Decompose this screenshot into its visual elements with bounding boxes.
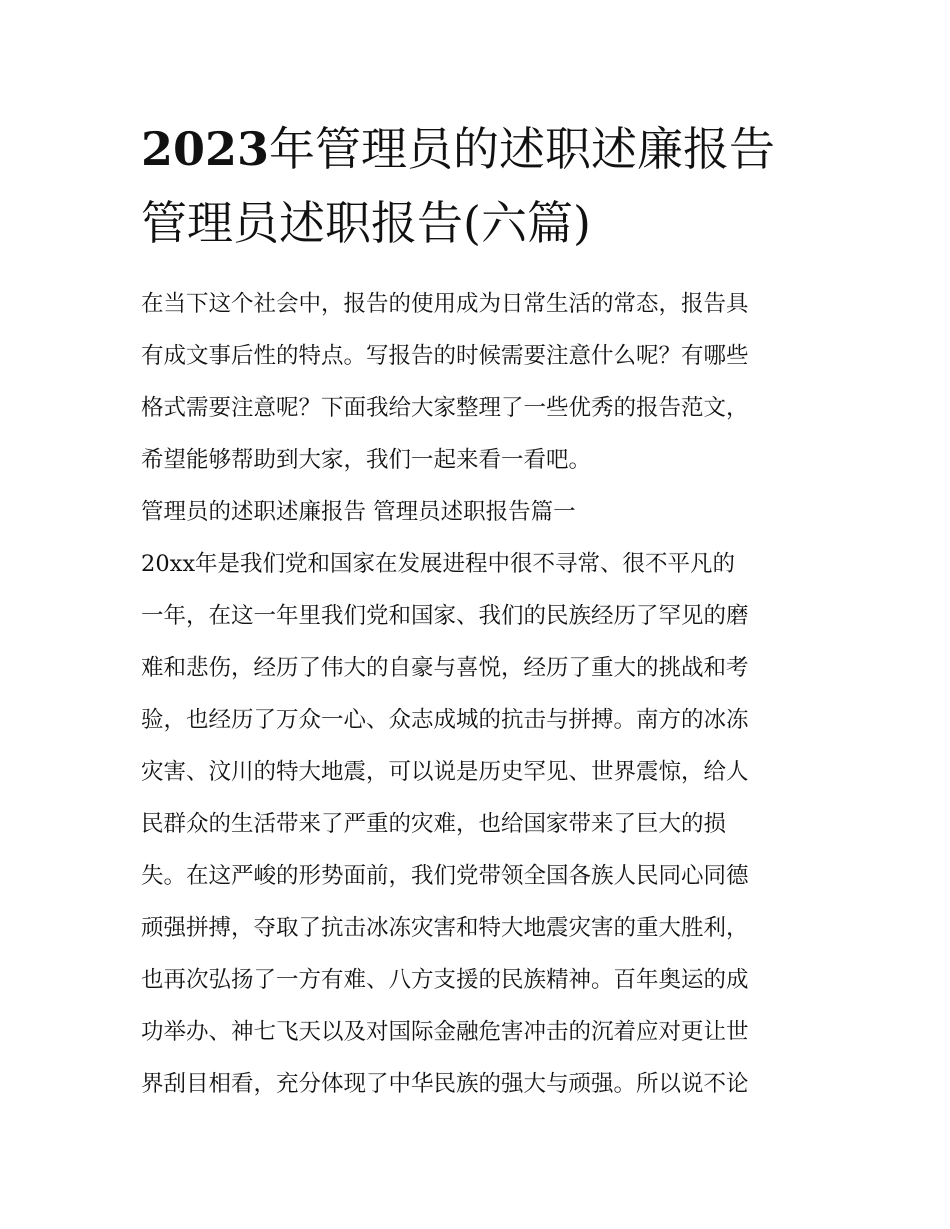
section-heading: 管理员的述职述廉报告 管理员述职报告篇一: [141, 499, 576, 525]
title-line-1: [141, 112, 821, 186]
document-body: [141, 278, 821, 1110]
body-line-10: 功举办、神七飞天以及对国际金融危害冲击的沉着应对更让世: [141, 1019, 749, 1045]
body-line-9: 也再次弘扬了一方有难、八方支援的民族精神。百年奥运的成: [141, 967, 749, 993]
intro-line-3: 格式需要注意呢？下面我给大家整理了一些优秀的报告范文，: [141, 395, 749, 421]
intro-line-4: 希望能够帮助到大家，我们一起来看一看吧。: [141, 447, 592, 473]
body-line-3: 难和悲伤，经历了伟大的自豪与喜悦，经历了重大的挑战和考: [141, 655, 749, 681]
body-line-4: 验，也经历了万众一心、众志成城的抗击与拼搏。南方的冰冻: [141, 707, 749, 733]
body-line-2: 一年，在这一年里我们党和国家、我们的民族经历了罕见的磨: [141, 603, 749, 629]
body-line-1: 20xx年是我们党和国家在发展进程中很不寻常、很不平凡的: [141, 551, 736, 577]
intro-line-1: 在当下这个社会中，报告的使用成为日常生活的常态，报告具: [141, 291, 749, 317]
body-line-7: 失。在这严峻的形势面前，我们党带领全国各族人民同心同德: [141, 863, 749, 889]
title-line-2: 管理员述职报告(六篇): [141, 196, 591, 250]
body-line-6: 民群众的生活带来了严重的灾难，也给国家带来了巨大的损: [141, 811, 727, 837]
body-line-8: 顽强拼搏，夺取了抗击冰冻灾害和特大地震灾害的重大胜利，: [141, 915, 749, 941]
title-year: 2023: [141, 122, 270, 176]
body-line-5: 灾害、汶川的特大地震，可以说是历史罕见、世界震惊，给人: [141, 759, 749, 785]
intro-line-2: 有成文事后性的特点。写报告的时候需要注意什么呢？有哪些: [141, 343, 749, 369]
document-title: [141, 112, 821, 260]
body-line-11: 界刮目相看，充分体现了中华民族的强大与顽强。所以说不论: [141, 1071, 749, 1097]
title-line-1-text: 年管理员的述职述廉报告: [269, 122, 776, 176]
